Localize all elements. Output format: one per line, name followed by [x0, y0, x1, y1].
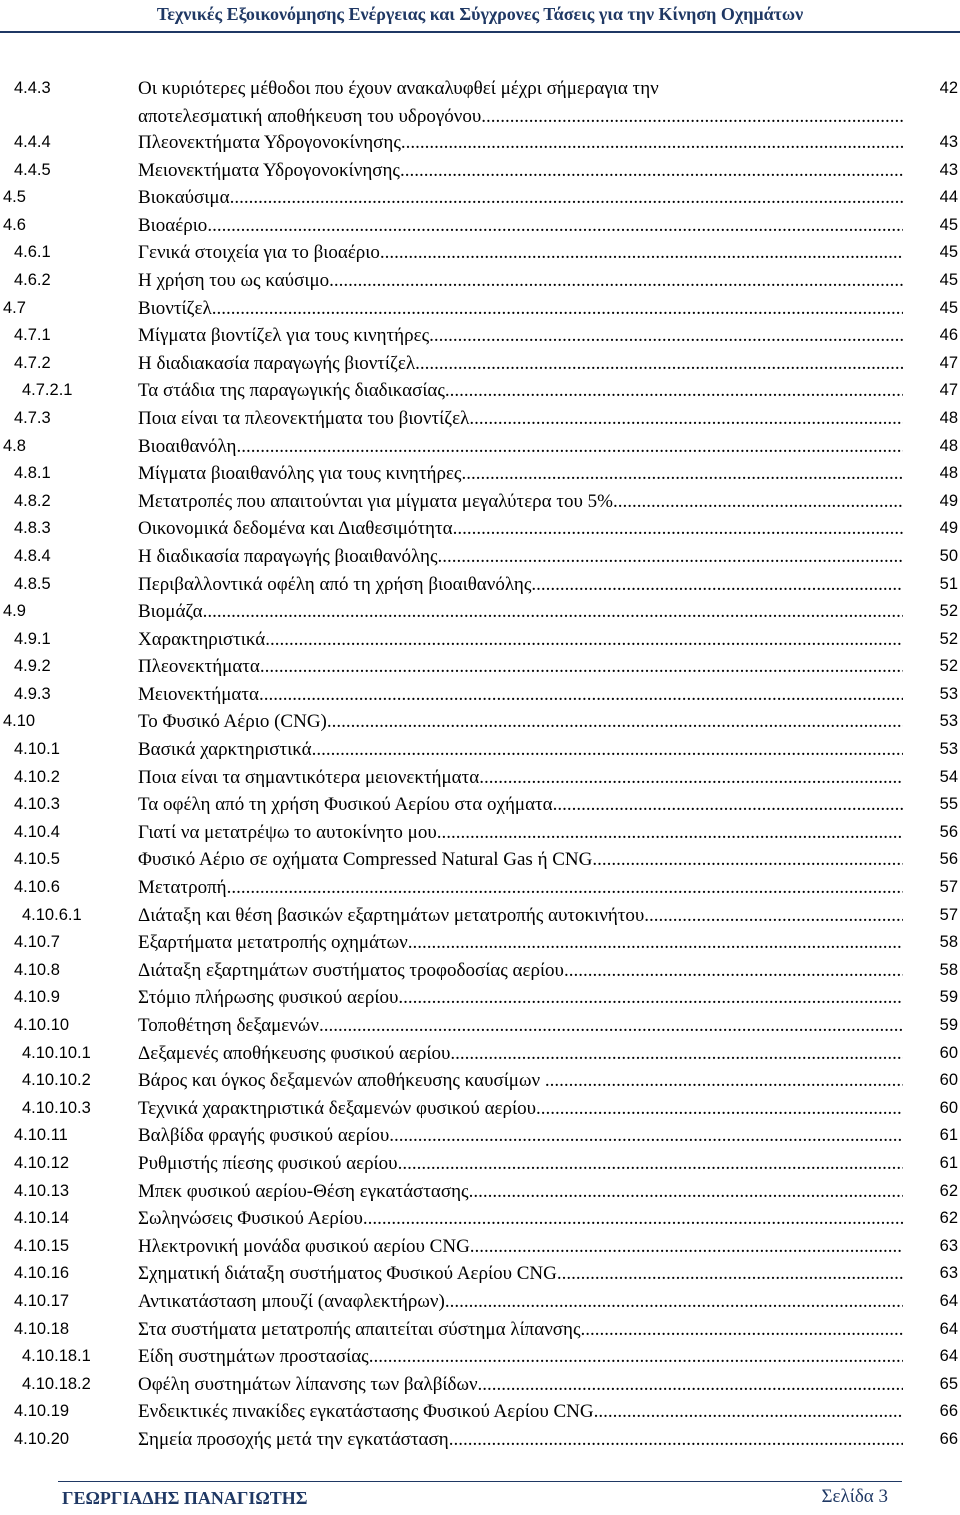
toc-entry[interactable] [0, 571, 960, 599]
toc-entry-title: Οικονομικά δεδομένα και Διαθεσιμότητα ..... [138, 515, 903, 543]
toc-entry[interactable] [0, 1260, 960, 1288]
toc-entry-page: 59 [939, 1016, 958, 1034]
toc-entry-number: 4.9.3 [14, 684, 51, 703]
toc-entry-page: 56 [939, 850, 958, 869]
toc-entry[interactable] [0, 984, 960, 1012]
toc-entry-page: 54 [939, 767, 958, 786]
toc-entry[interactable] [0, 626, 960, 654]
toc-entry-page: 58 [939, 933, 958, 952]
toc-entry-page: 55 [939, 795, 958, 814]
toc-entry-number: 4.4.4 [14, 133, 51, 151]
toc-entry[interactable] [0, 598, 960, 626]
toc-entry-number: 4.5 [3, 188, 26, 207]
toc-entry[interactable] [0, 736, 960, 764]
toc-entry-number: 4.8 [3, 436, 26, 455]
toc-entry[interactable] [0, 1012, 960, 1040]
toc-entry-number: 4.10.18 [14, 1319, 70, 1338]
toc-entry-number: 4.10.5 [14, 850, 60, 869]
toc-entry-number: 4.8.2 [14, 491, 51, 510]
toc-entry-number: 4.10.14 [14, 1209, 70, 1228]
toc-entry-number: 4.8.5 [14, 574, 51, 593]
footer-divider [58, 1481, 902, 1482]
toc-entry-title: Η χρήση του ως καύσιμο ..... [138, 267, 903, 295]
toc-entry[interactable] [0, 1095, 960, 1123]
toc-entry-number: 4.6.2 [14, 270, 51, 289]
toc-entry[interactable] [0, 75, 960, 129]
toc-entry-number: 4.8.3 [14, 519, 51, 538]
toc-entry-page: 47 [939, 381, 958, 400]
toc-entry-number: 4.10.6.1 [22, 905, 82, 924]
toc-entry-number: 4.10.18.1 [22, 1347, 91, 1366]
toc-entry-page: 63 [939, 1264, 958, 1283]
toc-entry-page: 45 [939, 243, 958, 262]
toc-entry-page: 49 [939, 519, 958, 538]
toc-entry-number: 4.10.3 [14, 795, 60, 814]
toc-entry[interactable] [0, 1316, 960, 1344]
toc-entry-page: 60 [939, 1071, 958, 1090]
toc-entry-title: Χαρακτηριστικά ..... [138, 626, 903, 654]
toc-entry-number: 4.10.10.1 [22, 1043, 91, 1062]
toc-entry-page: 62 [939, 1181, 958, 1200]
toc-entry-title: Ηλεκτρονική μονάδα φυσικού αερίου CNG ..... [138, 1233, 903, 1261]
toc-entry-page: 42 [939, 79, 958, 97]
toc-entry-title: Γιατί να μετατρέψω το αυτοκίνητο μου ..... [138, 819, 903, 847]
toc-entry-number: 4.10.20 [14, 1429, 70, 1448]
toc-entry[interactable] [0, 929, 960, 957]
toc-entry-title: Η διαδικασία παραγωγής βιοαιθανόλης ..... [138, 543, 903, 571]
toc-entry-title: Τα οφέλη από τη χρήση Φυσικού Αερίου στα οχήματα ..... [138, 791, 903, 819]
toc-entry[interactable] [0, 212, 960, 240]
toc-entry-page: 60 [939, 1043, 958, 1062]
toc-entry-page: 53 [939, 712, 958, 731]
toc-entry-page: 45 [939, 270, 958, 289]
toc-entry[interactable] [0, 1205, 960, 1233]
toc-entry[interactable] [0, 957, 960, 985]
toc-entry-page: 43 [939, 133, 958, 151]
toc-entry-page: 52 [939, 602, 958, 621]
toc-entry-number: 4.7.3 [14, 408, 51, 427]
toc-entry[interactable] [0, 1178, 960, 1206]
toc-entry-number: 4.10.8 [14, 960, 60, 979]
toc-entry-number: 4.10.10 [14, 1016, 70, 1034]
toc-entry-page: 48 [939, 436, 958, 455]
toc-entry[interactable] [0, 1371, 960, 1399]
table-of-contents [0, 75, 960, 1454]
toc-entry-title: Βασικά χαρκτηριστικά ..... [138, 736, 903, 764]
toc-entry-title: Τεχνικά χαρακτηριστικά δεξαμενών φυσικού αερίου ..... [138, 1095, 903, 1123]
toc-entry-title: Ποια είναι τα πλεονεκτήματα του βιοντίζελ ..... [138, 405, 903, 433]
toc-entry-page: 64 [939, 1291, 958, 1310]
toc-entry-title: Πλεονεκτήματα ..... [138, 653, 903, 681]
toc-entry-page: 64 [939, 1347, 958, 1366]
toc-entry[interactable] [0, 1122, 960, 1150]
toc-entry[interactable] [0, 433, 960, 461]
toc-entry-title: Τα στάδια της παραγωγικής διαδικασίας ..... [138, 377, 903, 405]
toc-entry-title: Στόμιο πλήρωσης φυσικού αερίου ..... [138, 984, 903, 1012]
toc-entry-page: 46 [939, 326, 958, 345]
toc-entry-title: Βιομάζα ..... [138, 598, 903, 626]
toc-entry-title: Μετατροπή ..... [138, 874, 903, 902]
toc-entry-page: 64 [939, 1319, 958, 1338]
toc-entry-number: 4.4.3 [14, 79, 51, 97]
toc-entry-page: 52 [939, 629, 958, 648]
toc-entry-title: Μειονεκτήματα Υδρογονοκίνησης ..... [138, 157, 903, 185]
toc-entry[interactable] [0, 708, 960, 736]
toc-entry-number: 4.10.10.2 [22, 1071, 91, 1090]
toc-entry-number: 4.10.2 [14, 767, 60, 786]
toc-entry[interactable] [0, 543, 960, 571]
toc-entry-number: 4.10.10.3 [22, 1098, 91, 1117]
toc-entry[interactable] [0, 157, 960, 185]
toc-entry-number: 4.10.12 [14, 1153, 70, 1172]
toc-entry-title: Μπεκ φυσικού αερίου-Θέση εγκατάστασης ..... [138, 1178, 903, 1206]
toc-entry-page: 47 [939, 353, 958, 372]
toc-entry-title: Ποια είναι τα σημαντικότερα μειονεκτήματα ..... [138, 764, 903, 792]
toc-entry-title: Βιοκαύσιμα ..... [138, 184, 903, 212]
toc-entry[interactable] [0, 1288, 960, 1316]
toc-entry-page: 57 [939, 905, 958, 924]
toc-entry-title: Βαλβίδα φραγής φυσικού αερίου ..... [138, 1122, 903, 1150]
toc-entry-page: 51 [939, 574, 958, 593]
toc-entry-number: 4.6 [3, 215, 26, 234]
toc-entry[interactable] [0, 846, 960, 874]
toc-entry-page: 65 [939, 1374, 958, 1393]
toc-entry[interactable] [0, 184, 960, 212]
toc-entry-page: 43 [939, 160, 958, 179]
toc-entry[interactable] [0, 1150, 960, 1178]
toc-entry-title: Μίγματα βιοαιθανόλης για τους κινητήρες ..... [138, 460, 903, 488]
toc-entry-number: 4.7 [3, 298, 26, 317]
toc-entry-number: 4.10.16 [14, 1264, 70, 1283]
toc-entry-number: 4.8.1 [14, 464, 51, 483]
toc-entry-title: Διάταξη εξαρτημάτων συστήματος τροφοδοσίας αερίου ..... [138, 957, 903, 985]
toc-entry[interactable] [0, 1040, 960, 1068]
toc-entry[interactable] [0, 1398, 960, 1426]
toc-entry-page: 61 [939, 1126, 958, 1145]
toc-entry-title: Περιβαλλοντικά οφέλη από τη χρήση βιοαιθανόλης ..... [138, 571, 903, 599]
toc-entry[interactable] [0, 874, 960, 902]
toc-entry-title: Αντικατάσταση μπουζί (αναφλεκτήρων) ..... [138, 1288, 903, 1316]
toc-entry-title: Ενδεικτικές πινακίδες εγκατάστασης Φυσικού Αερίου CNG ..... [138, 1398, 903, 1426]
toc-entry-page: 45 [939, 215, 958, 234]
toc-entry[interactable] [0, 405, 960, 433]
toc-entry-number: 4.10.9 [14, 988, 60, 1007]
toc-entry-page: 49 [939, 491, 958, 510]
toc-entry-title: Πλεονεκτήματα Υδρογονοκίνησης ..... [138, 129, 903, 157]
footer-author: ΓΕΩΡΓΙΑΔΗΣ ΠΑΝΑΓΙΩΤΗΣ [62, 1488, 308, 1508]
toc-entry-title: Είδη συστημάτων προστασίας ..... [138, 1343, 903, 1371]
toc-entry[interactable] [0, 350, 960, 378]
toc-entry-page: 44 [939, 188, 958, 207]
toc-entry[interactable] [0, 1067, 960, 1095]
toc-entry-number: 4.10.11 [14, 1126, 68, 1145]
toc-entry-number: 4.10.4 [14, 822, 60, 841]
toc-entry[interactable] [0, 902, 960, 930]
toc-entry-page: 48 [939, 464, 958, 483]
toc-entry-number: 4.7.1 [14, 326, 51, 345]
toc-entry[interactable] [0, 653, 960, 681]
toc-entry-title: Σωληνώσεις Φυσικού Αερίου ..... [138, 1205, 903, 1233]
toc-entry-page: 58 [939, 960, 958, 979]
toc-entry-title: Τοποθέτηση δεξαμενών ..... [138, 1012, 903, 1040]
toc-entry[interactable] [0, 460, 960, 488]
toc-entry[interactable] [0, 1426, 960, 1454]
toc-entry-title: Μετατροπές που απαιτούνται για μίγματα μεγαλύτερα του 5% ..... [138, 488, 903, 516]
toc-entry-number: 4.10 [3, 712, 36, 731]
toc-entry-title: Διάταξη και θέση βασικών εξαρτημάτων μετατροπής αυτοκινήτου ..... [138, 902, 903, 930]
toc-entry-title: Γενικά στοιχεία για το βιοαέριο ..... [138, 239, 903, 267]
footer-page-number: Σελίδα 3 [821, 1486, 888, 1507]
toc-entry-title: Το Φυσικό Αέριο (CNG) ..... [138, 708, 903, 736]
toc-entry-page: 61 [939, 1153, 958, 1172]
toc-entry[interactable] [0, 819, 960, 847]
toc-entry[interactable] [0, 267, 960, 295]
toc-entry-number: 4.10.6 [14, 878, 60, 897]
toc-entry-title: Μειονεκτήματα ..... [138, 681, 903, 709]
toc-entry[interactable] [0, 515, 960, 543]
toc-entry-page: 62 [939, 1209, 958, 1228]
toc-entry-number: 4.10.19 [14, 1402, 70, 1421]
toc-entry[interactable] [0, 1343, 960, 1371]
toc-entry[interactable] [0, 791, 960, 819]
toc-entry-number: 4.9.2 [14, 657, 51, 676]
toc-entry-page: 53 [939, 684, 958, 703]
toc-entry-page: 48 [939, 408, 958, 427]
toc-entry-title: Φυσικό Αέριο σε οχήματα Compressed Natural Gas ή CNG ..... [138, 846, 903, 874]
toc-entry[interactable] [0, 488, 960, 516]
toc-entry-number: 4.10.1 [14, 740, 60, 759]
toc-entry-title: Οι κυριότερες μέθοδοι που έχουν ανακαλυφθεί μέχρι σήμεραγια την αποτελεσματική αποθήκευση του υδρογόνου ..... [138, 75, 903, 130]
toc-entry-page: 45 [939, 298, 958, 317]
toc-entry-title: Μίγματα βιοντίζελ για τους κινητήρες ..... [138, 322, 903, 350]
toc-entry[interactable] [0, 1233, 960, 1261]
toc-entry-page: 57 [939, 878, 958, 897]
toc-entry-number: 4.9.1 [14, 629, 51, 648]
toc-entry-number: 4.10.7 [14, 933, 60, 952]
toc-entry-title: Βιοαέριο ..... [138, 212, 903, 240]
toc-entry-page: 66 [939, 1429, 958, 1448]
toc-entry-title: Βάρος και όγκος δεξαμενών αποθήκευσης καυσίμων ..... [138, 1067, 903, 1095]
toc-entry-title-continuation: αποτελεσματική αποθήκευση του υδρογόνου ..... [138, 106, 903, 127]
toc-entry-number: 4.8.4 [14, 546, 51, 565]
toc-entry-number: 4.10.13 [14, 1181, 70, 1200]
running-header: Τεχνικές Εξοικονόμησης Ενέργειας και Σύγχρονες Τάσεις για την Κίνηση Οχημάτων [156, 4, 804, 24]
toc-entry-title: Δεξαμενές αποθήκευσης φυσικού αερίου ..... [138, 1040, 903, 1068]
toc-entry-page: 53 [939, 740, 958, 759]
toc-entry-title: Εξαρτήματα μετατροπής οχημάτων ..... [138, 929, 903, 957]
toc-entry-page: 59 [939, 988, 958, 1007]
header-divider [0, 31, 960, 33]
toc-entry-number: 4.10.17 [14, 1291, 70, 1310]
toc-entry[interactable] [0, 764, 960, 792]
toc-entry-number: 4.4.5 [14, 160, 51, 179]
toc-entry-title: Ρυθμιστής πίεσης φυσικού αερίου ..... [138, 1150, 903, 1178]
toc-entry-title: Σημεία προσοχής μετά την εγκατάσταση ..... [138, 1426, 903, 1454]
toc-entry-title: Στα συστήματα μετατροπής απαιτείται σύστημα λίπανσης ..... [138, 1316, 903, 1344]
toc-entry-title: Βιοαιθανόλη ..... [138, 433, 903, 461]
toc-entry[interactable] [0, 295, 960, 323]
toc-entry-title: Οφέλη συστημάτων λίπανσης των βαλβίδων ..... [138, 1371, 903, 1399]
toc-entry-number: 4.10.18.2 [22, 1374, 91, 1393]
toc-entry-page: 50 [939, 546, 958, 565]
toc-entry-page: 60 [939, 1098, 958, 1117]
toc-entry-title: Η διαδιακασία παραγωγής βιοντίζελ ..... [138, 350, 903, 378]
toc-entry-title: Βιοντίζελ ..... [138, 295, 903, 323]
toc-entry[interactable] [0, 681, 960, 709]
toc-entry[interactable] [0, 377, 960, 405]
toc-entry[interactable] [0, 239, 960, 267]
toc-entry-page: 66 [939, 1402, 958, 1421]
toc-entry[interactable] [0, 322, 960, 350]
toc-entry-number: 4.10.15 [14, 1236, 70, 1255]
toc-entry-page: 52 [939, 657, 958, 676]
toc-entry-page: 63 [939, 1236, 958, 1255]
toc-entry-number: 4.7.2 [14, 353, 51, 372]
toc-entry-title: Σχηματική διάταξη συστήματος Φυσικού Αερίου CNG ..... [138, 1260, 903, 1288]
toc-entry-number: 4.6.1 [14, 243, 51, 262]
toc-entry-number: 4.9 [3, 602, 26, 621]
toc-entry-number: 4.7.2.1 [22, 381, 73, 400]
toc-entry-page: 56 [939, 822, 958, 841]
toc-entry[interactable] [0, 129, 960, 157]
